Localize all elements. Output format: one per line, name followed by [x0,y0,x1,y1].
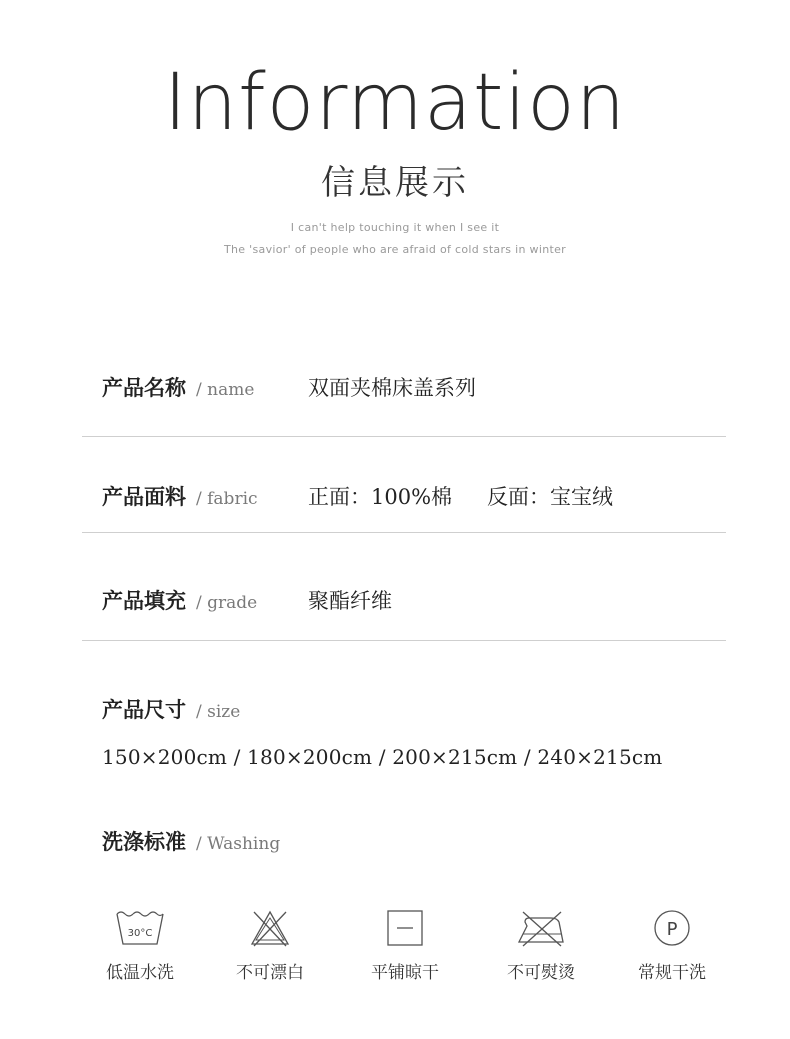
care-item-dry-flat [345,908,465,983]
spec-name-row [102,372,254,402]
spec-sub-label: / size [196,702,241,722]
page-title: Information [163,58,627,148]
spec-fabric-front-value: 正面：100%棉 [308,485,453,509]
washing-label: 洗涤标准 [102,829,186,854]
spec-label: 产品尺寸 [102,697,186,722]
tagline-2: The 'savior' of people who are afraid of cold stars in winter [224,243,566,256]
spec-label: 产品填充 [102,588,186,613]
care-label: 低温水洗 [106,963,174,983]
care-item-no-bleach [210,908,330,983]
care-label: 常规干洗 [638,963,706,983]
care-item-dry-clean [612,908,732,983]
washing-sub-label: / Washing [196,834,281,854]
spec-size-row [102,694,240,724]
washing-row [102,826,280,856]
spec-filling-row [102,585,257,615]
spec-sub-label: / grade [196,593,258,613]
wash-30-icon [114,908,166,948]
care-label: 不可熨烫 [507,963,575,983]
dry-clean-letter: P [666,919,678,940]
spec-filling-value: 聚酯纤维 [308,589,392,613]
page-subtitle: 信息展示 [321,163,469,203]
dry-clean-p-icon [646,908,698,948]
care-item-no-iron [481,908,601,983]
no-bleach-icon [244,908,296,948]
divider [82,436,726,437]
spec-fabric-row [102,481,258,511]
care-label: 不可漂白 [236,963,304,983]
size-options: 150×200cm / 180×200cm / 200×215cm / 240×215cm [102,745,663,769]
care-item-wash [80,908,200,983]
tagline-1: I can't help touching it when I see it [290,221,500,234]
spec-sub-label: / fabric [196,489,258,509]
dry-flat-icon [379,908,431,948]
divider [82,532,726,533]
spec-label: 产品名称 [102,375,186,400]
spec-label: 产品面料 [102,484,186,509]
spec-fabric-back-value: 反面：宝宝绒 [487,485,613,509]
spec-name-value: 双面夹棉床盖系列 [308,376,476,400]
care-label: 平铺晾干 [371,963,439,983]
spec-sub-label: / name [196,380,255,400]
no-iron-icon [515,908,567,948]
wash-temp-label: 30°C [127,928,153,939]
divider [82,640,726,641]
